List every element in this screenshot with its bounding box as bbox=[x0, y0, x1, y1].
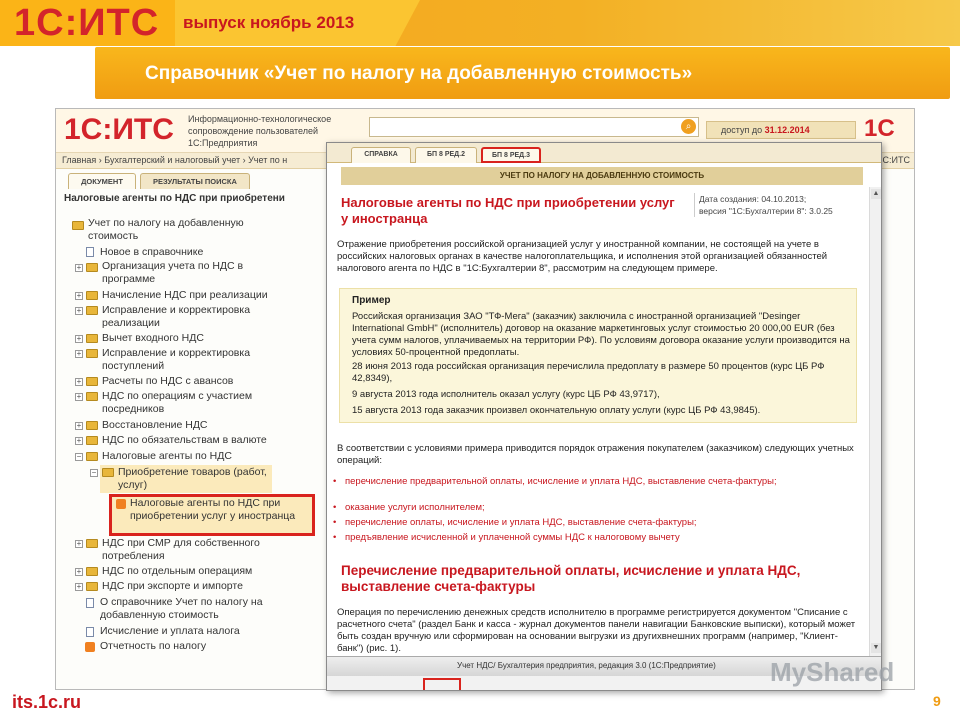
expand-icon[interactable]: + bbox=[76, 421, 82, 430]
tree-item-currency[interactable]: НДС по обязательствам в валюте bbox=[102, 434, 267, 446]
folder-icon bbox=[86, 291, 98, 300]
scroll-down-icon[interactable]: ▼ bbox=[872, 644, 880, 651]
issue-label: выпуск ноябрь 2013 bbox=[183, 13, 355, 32]
tree-item-foreign-services[interactable]: Налоговые агенты по НДС при приобретении услуг у иностранца bbox=[130, 497, 296, 522]
folder-icon bbox=[86, 334, 98, 343]
folder-icon bbox=[86, 263, 98, 272]
folder-icon bbox=[86, 567, 98, 576]
tree-title: Налоговые агенты по НДС при приобретени bbox=[64, 193, 285, 204]
scroll-up-icon[interactable]: ▲ bbox=[872, 190, 880, 197]
folder-icon bbox=[86, 306, 98, 315]
search-icon[interactable]: ⌕ bbox=[681, 119, 696, 134]
conditions-text: В соответствии с условиями примера приводится порядок отражения покупателем (заказчиком) следующих учетных операций: bbox=[337, 443, 854, 466]
example-paragraph: 15 августа 2013 года заказчик произвел окончательную оплату услуги (курс ЦБ РФ 43,9845). bbox=[352, 405, 761, 416]
its-logo: 1С:ИТС bbox=[14, 2, 160, 44]
tab-reference[interactable]: СПРАВКА bbox=[351, 147, 411, 163]
folder-icon bbox=[86, 452, 98, 461]
tree-item-calculation[interactable]: Исчисление и уплата налога bbox=[100, 625, 240, 637]
search-input[interactable] bbox=[369, 117, 699, 137]
tab-document[interactable]: ДОКУМЕНТ bbox=[68, 173, 136, 189]
tab-bp8-ed2[interactable]: БП 8 РЕД.2 bbox=[415, 147, 477, 163]
tab-search-results[interactable]: РЕЗУЛЬТАТЫ ПОИСКА bbox=[140, 173, 250, 189]
folder-icon bbox=[86, 377, 98, 386]
tree-item-restoration[interactable]: Восстановление НДС bbox=[102, 419, 208, 431]
tree-item-tax-agents[interactable]: Налоговые агенты по НДС bbox=[102, 450, 232, 462]
operation-link[interactable]: • предъявление исчисленной и уплаченной суммы НДС к налоговому вычету bbox=[345, 532, 845, 544]
tree-item-about[interactable]: О справочнике Учет по налогу на добавленную стоимость bbox=[100, 596, 263, 621]
folder-icon bbox=[86, 421, 98, 430]
expand-icon[interactable]: + bbox=[76, 392, 82, 401]
document-meta bbox=[694, 193, 864, 217]
expand-icon[interactable]: + bbox=[76, 436, 82, 445]
tree-item-goods-purchase[interactable]: Приобретение товаров (работ, услуг) bbox=[118, 466, 267, 491]
document-intro: Отражение приобретения российской организацией услуг у иностранной компании, не состоящей на учете в российских налоговых органах в качестве налогоплательщика, и исполнения этой организацией обязанностей налогового агента по НДС в "1С:Бухгалтерии 8", рассмотрим на следующем примере. bbox=[337, 239, 828, 274]
access-label: доступ до bbox=[721, 125, 763, 135]
breadcrumb-item-vat[interactable]: Учет по н bbox=[248, 155, 288, 165]
tree-item-intermediaries[interactable]: НДС по операциям с участием посредников bbox=[102, 390, 253, 415]
operation-link[interactable]: • оказание услуги исполнителем; bbox=[345, 502, 845, 514]
watermark: MyShared bbox=[770, 657, 895, 687]
document-scrollbar[interactable] bbox=[869, 187, 881, 657]
portal-logo-right: 1С bbox=[864, 115, 895, 142]
document-icon bbox=[86, 247, 94, 257]
tree-item-vat-root[interactable]: Учет по налогу на добавленную стоимость bbox=[88, 217, 244, 242]
portal-logo[interactable]: 1С:ИТС bbox=[64, 113, 174, 146]
document-created: Дата создания: 04.10.2013; bbox=[699, 194, 807, 204]
app-window-title: Учет НДС/ Бухгалтерия предприятия, редакция 3.0 (1С:Предприятие) bbox=[457, 661, 716, 670]
folder-icon bbox=[86, 436, 98, 445]
document-tabs bbox=[327, 143, 882, 163]
document-icon bbox=[86, 598, 94, 608]
tree-item-construction[interactable]: НДС при СМР для собственного потребления bbox=[102, 537, 260, 562]
portal-description: Информационно-технологическое сопровождение пользователей 1С:Предприятия bbox=[188, 114, 332, 148]
section-text: Операция по перечислению денежных средств исполнителю в программе регистрируется документом "Списание с расчетного счета" (раздел Банк и касса - журнал документов панели навигации Банковские выписки), который может быть создан вручную или сформирован на основании выгрузки из другихвнешних программ (например, "Клиент-банк") (рис. 1). bbox=[337, 607, 856, 654]
expand-icon[interactable]: + bbox=[76, 539, 82, 548]
expand-icon[interactable]: + bbox=[76, 334, 82, 343]
folder-icon bbox=[86, 582, 98, 591]
page-number: 9 bbox=[933, 693, 941, 709]
example-paragraph: 9 августа 2013 года исполнитель оказал услугу (курс ЦБ РФ 43,9717), bbox=[352, 389, 660, 400]
expand-icon[interactable]: + bbox=[76, 567, 82, 576]
access-badge bbox=[706, 121, 856, 139]
breadcrumb-right: С:ИТС bbox=[882, 155, 910, 165]
expand-icon[interactable]: + bbox=[76, 582, 82, 591]
tab-bp8-ed3[interactable]: БП 8 РЕД.3 bbox=[481, 147, 541, 163]
document-section-header: УЧЕТ ПО НАЛОГУ НА ДОБАВЛЕННУЮ СТОИМОСТЬ bbox=[341, 167, 863, 185]
document-icon bbox=[86, 627, 94, 637]
expand-icon[interactable]: + bbox=[76, 377, 82, 386]
document-version: версия "1С:Бухгалтерии 8": 3.0.25 bbox=[699, 206, 833, 216]
tree-item-reporting[interactable]: Отчетность по налогу bbox=[100, 640, 207, 652]
section-title: Перечисление предварительной оплаты, исчисление и уплата НДС, выставление счета-фактуры bbox=[341, 563, 801, 594]
operation-link[interactable]: • перечисление предварительной оплаты, исчисление и уплата НДС, выставление счета-фактуры; bbox=[345, 476, 845, 488]
tree-item-advances[interactable]: Расчеты по НДС с авансов bbox=[102, 375, 234, 387]
tree-item-input-vat[interactable]: Вычет входного НДС bbox=[102, 332, 204, 344]
collapse-icon[interactable]: − bbox=[91, 468, 97, 477]
slide-title: Справочник «Учет по налогу на добавленную стоимость» bbox=[145, 63, 693, 84]
tree-item-purchase-correction[interactable]: Исправление и корректировка поступлений bbox=[102, 347, 251, 372]
example-label: Пример bbox=[352, 295, 391, 306]
expand-icon[interactable]: + bbox=[76, 263, 82, 272]
collapse-icon[interactable]: − bbox=[76, 452, 82, 461]
tree-item-sales-vat[interactable]: Начисление НДС при реализации bbox=[102, 289, 268, 301]
example-paragraph: Российская организация ЗАО "ТФ-Мега" (заказчик) заключила с иностранной организацией "Desinger International GmbH" (исполнитель) договор на оказание маркетинговых услуг стоимостью 20 000,00 EUR (без учета сумм налогов, уплачиваемых на территории РФ). По условиям договора оказание услуги производится на условиях 50-процентной предоплаты. bbox=[352, 311, 850, 358]
expand-icon[interactable]: + bbox=[76, 306, 82, 315]
access-date: 31.12.2014 bbox=[764, 125, 810, 135]
toolbar-highlight bbox=[423, 678, 461, 691]
folder-icon bbox=[86, 392, 98, 401]
tree-item-export-import[interactable]: НДС при экспорте и импорте bbox=[102, 580, 243, 592]
folder-icon bbox=[102, 468, 114, 477]
document-red-icon bbox=[85, 642, 95, 652]
expand-icon[interactable]: + bbox=[76, 349, 82, 358]
document-title: Налоговые агенты по НДС при приобретении услуг у иностранца bbox=[341, 195, 675, 226]
folder-icon bbox=[86, 539, 98, 548]
folder-icon bbox=[86, 349, 98, 358]
tree-item-news[interactable]: Новое в справочнике bbox=[100, 246, 204, 258]
operation-link[interactable]: • перечисление оплаты, исчисление и уплата НДС, выставление счета-фактуры; bbox=[345, 517, 845, 529]
document-red-icon bbox=[116, 499, 126, 509]
tree-item-separate-operations[interactable]: НДС по отдельным операциям bbox=[102, 565, 253, 577]
breadcrumb-item-home[interactable]: Главная bbox=[62, 155, 97, 165]
example-paragraph: 28 июня 2013 года российская организация перечислила предоплату в размере 50 процентов (курс ЦБ РФ 42,8349), bbox=[352, 361, 825, 384]
expand-icon[interactable]: + bbox=[76, 291, 82, 300]
footer-site[interactable]: its.1c.ru bbox=[12, 692, 82, 712]
slide-header bbox=[0, 0, 960, 100]
folder-icon bbox=[72, 221, 84, 230]
tree-item-sales-correction[interactable]: Исправление и корректировка реализации bbox=[102, 304, 251, 329]
document-window bbox=[326, 142, 882, 691]
tree-item-org-accounting[interactable]: Организация учета по НДС в программе bbox=[102, 260, 244, 285]
breadcrumb: Главная › Бухгалтерский и налоговый учет › Учет по н С:ИТС bbox=[56, 153, 915, 169]
breadcrumb-item-accounting[interactable]: Бухгалтерский и налоговый учет bbox=[104, 155, 241, 165]
example-box bbox=[339, 288, 857, 423]
